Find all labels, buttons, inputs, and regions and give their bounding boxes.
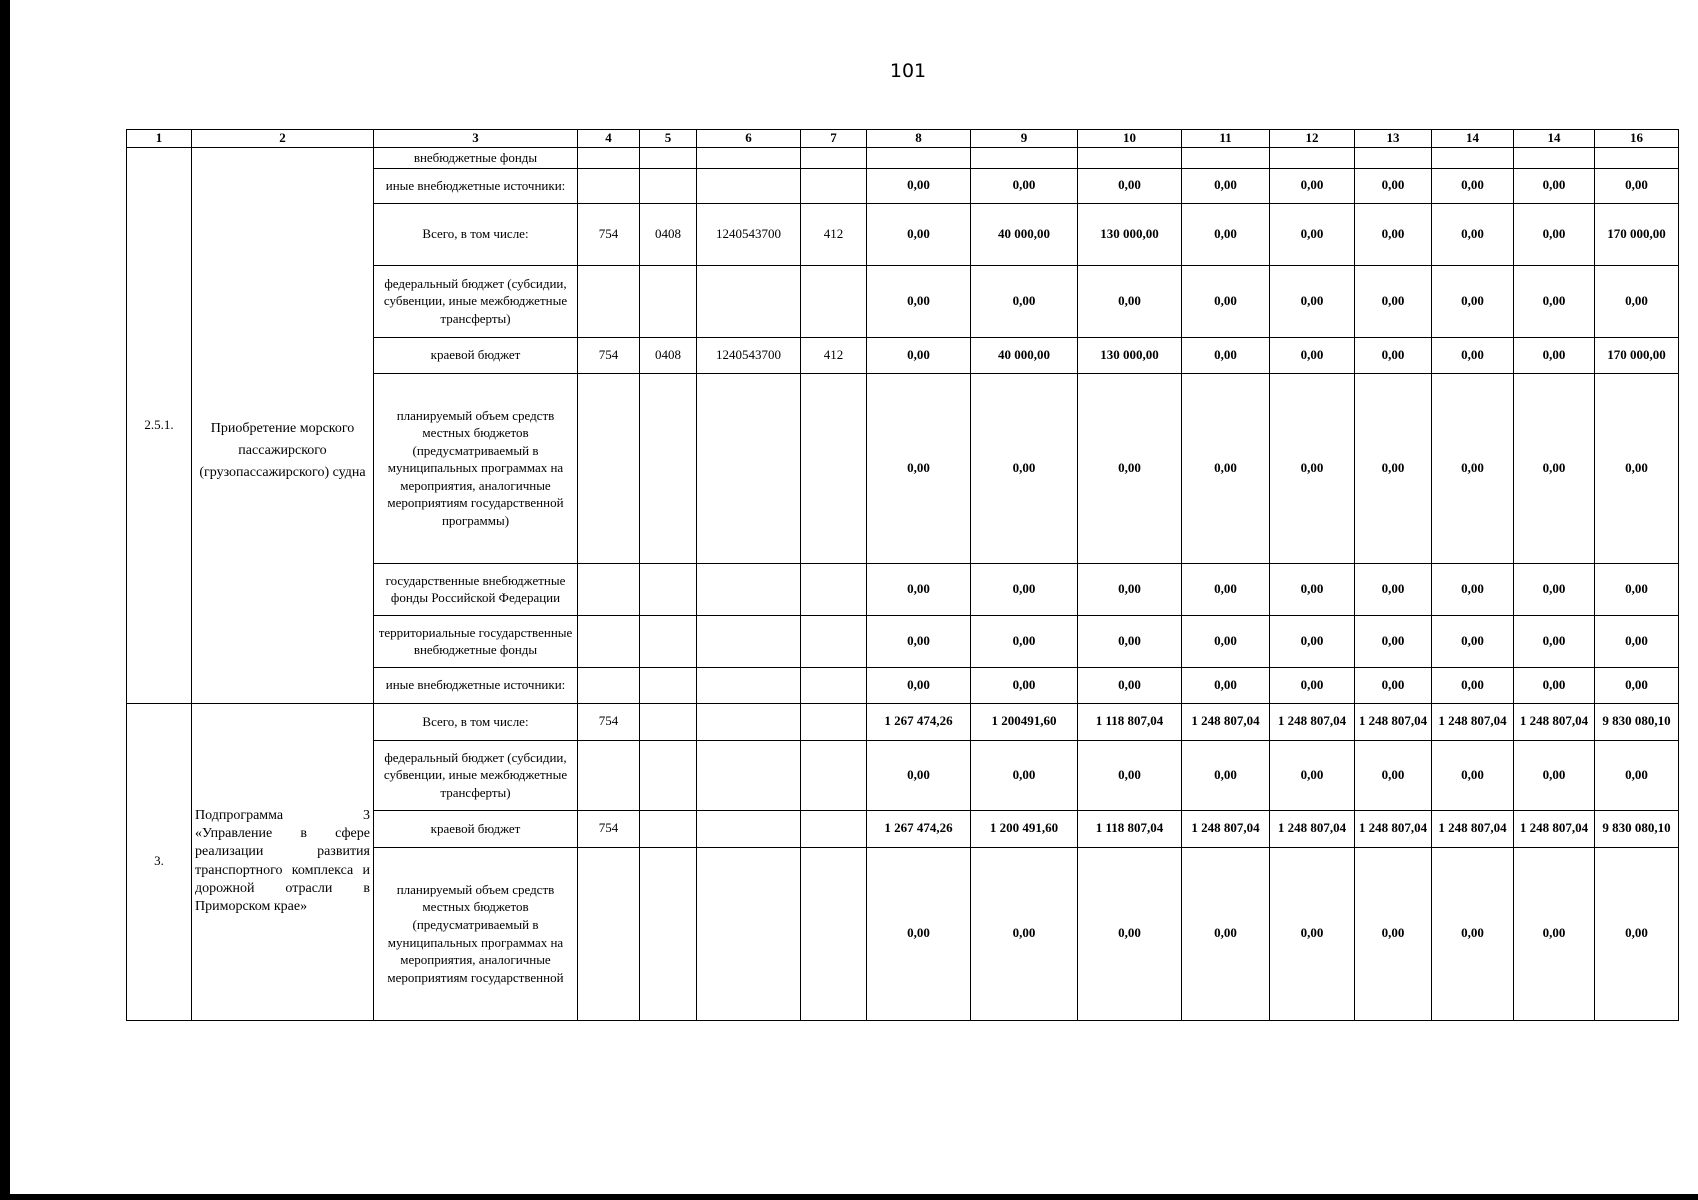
amount-cell: 1 248 807,04 — [1355, 810, 1432, 847]
amount-cell: 0,00 — [1595, 373, 1679, 563]
amount-cell: 1 248 807,04 — [1270, 703, 1355, 740]
amount-cell: 0,00 — [971, 563, 1078, 615]
amount-cell: 1 248 807,04 — [1514, 703, 1595, 740]
amount-cell: 0,00 — [1355, 168, 1432, 203]
code-cell — [801, 667, 867, 703]
amount-cell: 0,00 — [1432, 563, 1514, 615]
code-cell: 412 — [801, 203, 867, 265]
amount-cell: 0,00 — [1078, 847, 1182, 1020]
code-cell: 754 — [578, 337, 640, 373]
code-cell — [640, 265, 697, 337]
amount-cell: 0,00 — [971, 615, 1078, 667]
amount-cell: 0,00 — [1432, 203, 1514, 265]
code-cell — [578, 148, 640, 169]
code-cell — [578, 373, 640, 563]
code-cell: 412 — [801, 337, 867, 373]
amount-cell — [1432, 148, 1514, 169]
amount-cell: 0,00 — [1182, 563, 1270, 615]
code-cell — [578, 563, 640, 615]
amount-cell: 0,00 — [1078, 740, 1182, 810]
amount-cell: 0,00 — [1355, 847, 1432, 1020]
funding-source: иные внебюджетные источники: — [374, 667, 578, 703]
header-cell: 7 — [801, 130, 867, 148]
amount-cell: 0,00 — [1432, 373, 1514, 563]
code-cell — [697, 703, 801, 740]
amount-cell: 0,00 — [1078, 265, 1182, 337]
funding-source: краевой бюджет — [374, 337, 578, 373]
amount-cell — [1514, 148, 1595, 169]
amount-cell: 0,00 — [1078, 563, 1182, 615]
amount-cell: 0,00 — [1182, 373, 1270, 563]
amount-cell: 0,00 — [1270, 168, 1355, 203]
amount-cell: 0,00 — [1595, 740, 1679, 810]
amount-cell: 1 118 807,04 — [1078, 703, 1182, 740]
scan-left-border — [0, 0, 10, 1200]
code-cell — [697, 373, 801, 563]
header-cell: 12 — [1270, 130, 1355, 148]
amount-cell: 0,00 — [1432, 265, 1514, 337]
amount-cell: 0,00 — [1078, 373, 1182, 563]
amount-cell: 0,00 — [1514, 740, 1595, 810]
amount-cell: 9 830 080,10 — [1595, 703, 1679, 740]
amount-cell: 0,00 — [1355, 563, 1432, 615]
code-cell — [801, 740, 867, 810]
amount-cell: 40 000,00 — [971, 203, 1078, 265]
code-cell: 0408 — [640, 337, 697, 373]
funding-source: федеральный бюджет (субсидии, субвенции, иные межбюджетные трансферты) — [374, 265, 578, 337]
amount-cell: 0,00 — [1514, 615, 1595, 667]
amount-cell: 0,00 — [1182, 337, 1270, 373]
amount-cell: 0,00 — [1270, 337, 1355, 373]
header-row — [127, 130, 1679, 148]
code-cell — [697, 847, 801, 1020]
code-cell: 1240543700 — [697, 337, 801, 373]
amount-cell: 0,00 — [971, 265, 1078, 337]
amount-cell: 0,00 — [1514, 168, 1595, 203]
code-cell — [578, 847, 640, 1020]
table-row — [127, 703, 1679, 740]
amount-cell: 0,00 — [1432, 740, 1514, 810]
header-cell: 13 — [1355, 130, 1432, 148]
amount-cell: 0,00 — [867, 740, 971, 810]
amount-cell: 0,00 — [1355, 337, 1432, 373]
funding-source: внебюджетные фонды — [374, 148, 578, 169]
amount-cell: 0,00 — [1270, 265, 1355, 337]
code-cell — [801, 563, 867, 615]
measure-name: Приобретение морского пассажирского (грузопассажирского) судна — [192, 148, 374, 704]
amount-cell: 0,00 — [867, 615, 971, 667]
amount-cell: 0,00 — [1595, 847, 1679, 1020]
amount-cell: 0,00 — [1355, 265, 1432, 337]
amount-cell — [1595, 148, 1679, 169]
amount-cell: 0,00 — [1182, 168, 1270, 203]
code-cell — [801, 148, 867, 169]
header-cell: 1 — [127, 130, 192, 148]
amount-cell: 0,00 — [1270, 563, 1355, 615]
code-cell — [697, 148, 801, 169]
header-cell: 6 — [697, 130, 801, 148]
code-cell — [801, 168, 867, 203]
amount-cell: 1 248 807,04 — [1355, 703, 1432, 740]
table-row — [127, 148, 1679, 169]
amount-cell: 0,00 — [1595, 667, 1679, 703]
amount-cell: 130 000,00 — [1078, 337, 1182, 373]
funding-source: иные внебюджетные источники: — [374, 168, 578, 203]
amount-cell: 0,00 — [1355, 373, 1432, 563]
code-cell — [801, 703, 867, 740]
amount-cell — [971, 148, 1078, 169]
amount-cell: 0,00 — [1182, 203, 1270, 265]
amount-cell: 0,00 — [1270, 740, 1355, 810]
amount-cell — [1355, 148, 1432, 169]
amount-cell: 0,00 — [971, 168, 1078, 203]
amount-cell: 1 248 807,04 — [1514, 810, 1595, 847]
amount-cell: 0,00 — [867, 337, 971, 373]
code-cell — [697, 265, 801, 337]
code-cell — [697, 615, 801, 667]
amount-cell: 0,00 — [1078, 615, 1182, 667]
amount-cell: 0,00 — [1432, 615, 1514, 667]
amount-cell: 0,00 — [1270, 373, 1355, 563]
amount-cell: 0,00 — [1182, 740, 1270, 810]
amount-cell: 1 200491,60 — [971, 703, 1078, 740]
funding-source: Всего, в том числе: — [374, 203, 578, 265]
amount-cell: 0,00 — [1432, 168, 1514, 203]
code-cell: 754 — [578, 703, 640, 740]
header-cell: 3 — [374, 130, 578, 148]
amount-cell — [867, 148, 971, 169]
code-cell — [640, 740, 697, 810]
amount-cell: 0,00 — [1514, 337, 1595, 373]
amount-cell: 0,00 — [1595, 168, 1679, 203]
page-number: 101 — [889, 60, 927, 82]
amount-cell: 1 248 807,04 — [1182, 703, 1270, 740]
code-cell — [578, 615, 640, 667]
code-cell: 754 — [578, 203, 640, 265]
code-cell — [697, 740, 801, 810]
code-cell — [801, 810, 867, 847]
amount-cell: 1 248 807,04 — [1432, 810, 1514, 847]
code-cell — [640, 148, 697, 169]
amount-cell: 0,00 — [1355, 615, 1432, 667]
code-cell — [578, 740, 640, 810]
code-cell — [578, 667, 640, 703]
amount-cell: 0,00 — [867, 847, 971, 1020]
header-cell: 5 — [640, 130, 697, 148]
amount-cell: 0,00 — [867, 203, 971, 265]
amount-cell: 0,00 — [1432, 847, 1514, 1020]
amount-cell: 0,00 — [1514, 203, 1595, 265]
header-cell: 4 — [578, 130, 640, 148]
funding-source: планируемый объем средств местных бюджетов (предусматриваемый в муниципальных программах на мероприятия, аналогичные мероприятиям государственной — [374, 847, 578, 1020]
amount-cell: 0,00 — [1595, 265, 1679, 337]
funding-source: планируемый объем средств местных бюджетов (предусматриваемый в муниципальных программах на мероприятия, аналогичные мероприятиям государственной программы) — [374, 373, 578, 563]
amount-cell: 0,00 — [1432, 667, 1514, 703]
amount-cell: 0,00 — [1270, 847, 1355, 1020]
code-cell — [801, 847, 867, 1020]
amount-cell: 0,00 — [1078, 667, 1182, 703]
header-cell: 11 — [1182, 130, 1270, 148]
amount-cell: 1 200 491,60 — [971, 810, 1078, 847]
amount-cell: 0,00 — [1514, 667, 1595, 703]
funding-source: краевой бюджет — [374, 810, 578, 847]
amount-cell: 0,00 — [971, 847, 1078, 1020]
amount-cell: 40 000,00 — [971, 337, 1078, 373]
amount-cell: 1 267 474,26 — [867, 703, 971, 740]
amount-cell: 0,00 — [971, 740, 1078, 810]
header-cell: 14 — [1432, 130, 1514, 148]
code-cell — [801, 265, 867, 337]
amount-cell: 1 248 807,04 — [1432, 703, 1514, 740]
amount-cell: 0,00 — [867, 265, 971, 337]
amount-cell: 1 248 807,04 — [1182, 810, 1270, 847]
amount-cell: 0,00 — [867, 667, 971, 703]
code-cell — [640, 168, 697, 203]
header-cell: 10 — [1078, 130, 1182, 148]
amount-cell: 0,00 — [1182, 847, 1270, 1020]
amount-cell: 170 000,00 — [1595, 337, 1679, 373]
amount-cell: 0,00 — [867, 168, 971, 203]
amount-cell: 1 267 474,26 — [867, 810, 971, 847]
funding-source: Всего, в том числе: — [374, 703, 578, 740]
header-cell: 16 — [1595, 130, 1679, 148]
amount-cell: 0,00 — [1514, 265, 1595, 337]
amount-cell: 170 000,00 — [1595, 203, 1679, 265]
amount-cell: 0,00 — [1078, 168, 1182, 203]
amount-cell: 1 118 807,04 — [1078, 810, 1182, 847]
code-cell — [640, 703, 697, 740]
amount-cell — [1270, 148, 1355, 169]
code-cell: 0408 — [640, 203, 697, 265]
scan-bottom-border — [0, 1194, 1698, 1200]
code-cell — [640, 667, 697, 703]
amount-cell: 0,00 — [1432, 337, 1514, 373]
code-cell — [640, 615, 697, 667]
code-cell — [640, 810, 697, 847]
funding-source: федеральный бюджет (субсидии, субвенции, иные межбюджетные трансферты) — [374, 740, 578, 810]
code-cell — [697, 667, 801, 703]
row-index: 3. — [127, 703, 192, 1020]
amount-cell: 0,00 — [1355, 740, 1432, 810]
amount-cell: 0,00 — [1514, 847, 1595, 1020]
amount-cell: 0,00 — [971, 373, 1078, 563]
amount-cell: 0,00 — [867, 373, 971, 563]
amount-cell: 0,00 — [1270, 203, 1355, 265]
amount-cell: 0,00 — [1595, 615, 1679, 667]
amount-cell: 0,00 — [1514, 373, 1595, 563]
row-index: 2.5.1. — [127, 148, 192, 704]
measure-name: Подпрограмма 3 «Управление в сфере реализации развития транспортного комплекса и дорожной отрасли в Приморском крае» — [192, 703, 374, 1020]
code-cell — [801, 373, 867, 563]
code-cell — [640, 847, 697, 1020]
amount-cell: 0,00 — [1270, 667, 1355, 703]
amount-cell: 0,00 — [1355, 203, 1432, 265]
code-cell: 754 — [578, 810, 640, 847]
amount-cell: 0,00 — [1595, 563, 1679, 615]
amount-cell: 0,00 — [1182, 265, 1270, 337]
budget-table — [126, 129, 1679, 1021]
amount-cell: 1 248 807,04 — [1270, 810, 1355, 847]
code-cell — [578, 168, 640, 203]
amount-cell: 0,00 — [867, 563, 971, 615]
amount-cell: 0,00 — [1182, 615, 1270, 667]
funding-source: государственные внебюджетные фонды Российской Федерации — [374, 563, 578, 615]
amount-cell: 0,00 — [971, 667, 1078, 703]
code-cell — [640, 563, 697, 615]
code-cell — [697, 168, 801, 203]
code-cell — [640, 373, 697, 563]
amount-cell: 0,00 — [1182, 667, 1270, 703]
code-cell: 1240543700 — [697, 203, 801, 265]
amount-cell: 0,00 — [1514, 563, 1595, 615]
code-cell — [801, 615, 867, 667]
amount-cell — [1182, 148, 1270, 169]
header-cell: 2 — [192, 130, 374, 148]
header-cell: 14 — [1514, 130, 1595, 148]
amount-cell: 0,00 — [1355, 667, 1432, 703]
funding-source: территориальные государственные внебюджетные фонды — [374, 615, 578, 667]
amount-cell: 130 000,00 — [1078, 203, 1182, 265]
amount-cell: 0,00 — [1270, 615, 1355, 667]
header-cell: 8 — [867, 130, 971, 148]
code-cell — [697, 563, 801, 615]
amount-cell: 9 830 080,10 — [1595, 810, 1679, 847]
code-cell — [697, 810, 801, 847]
header-cell: 9 — [971, 130, 1078, 148]
code-cell — [578, 265, 640, 337]
amount-cell — [1078, 148, 1182, 169]
